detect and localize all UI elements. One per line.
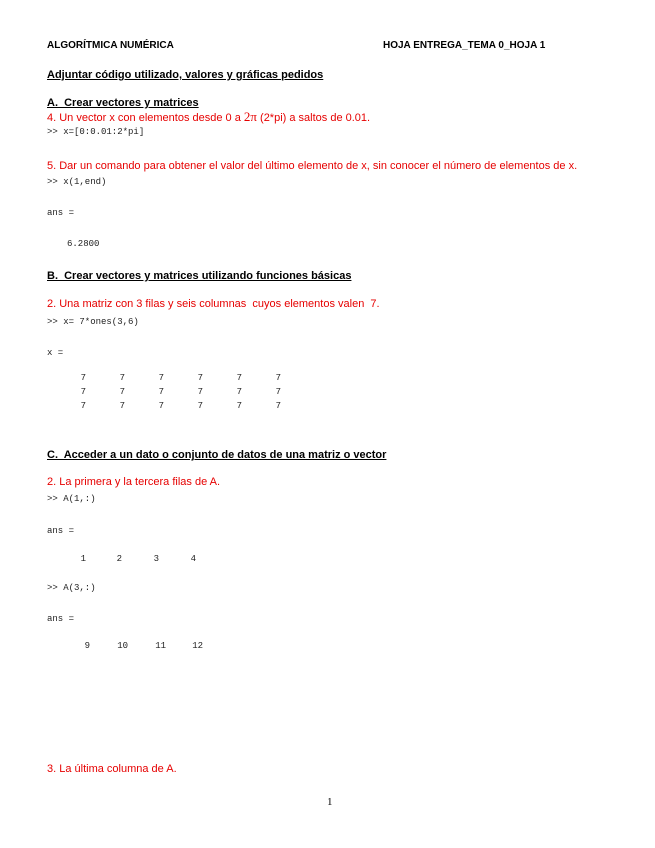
matrix-cell: 7 — [236, 401, 242, 411]
section-b-title: B. Crear vectores y matrices utilizando funciones básicas — [47, 270, 352, 282]
row-value: 4 — [190, 554, 196, 564]
matrix-cell: 7 — [236, 387, 242, 397]
matrix-cell: 7 — [119, 373, 125, 383]
code-c2-third: >> A(3,:) — [47, 583, 96, 593]
question-a4 — [47, 109, 370, 125]
row-value: 3 — [153, 554, 159, 564]
row-value: 12 — [192, 641, 203, 651]
ans-value-a5: 6.2800 — [67, 239, 100, 249]
pi-symbol: 2π — [243, 109, 257, 124]
matrix-cell: 7 — [197, 373, 203, 383]
section-a-title: A. Crear vectores y matrices — [47, 97, 199, 109]
page-number: 1 — [327, 796, 333, 808]
header-left: ALGORÍTMICA NUMÉRICA — [47, 40, 174, 51]
code-b2: >> x= 7*ones(3,6) — [47, 317, 139, 327]
matrix-cell: 7 — [158, 387, 164, 397]
matrix-cell: 7 — [236, 373, 242, 383]
question-a5: 5. Dar un comando para obtener el valor del último elemento de x, sin conocer el número de elementos de x. — [47, 160, 578, 172]
ans-label-a5: ans = — [47, 208, 75, 218]
section-c-title: C. Acceder a un dato o conjunto de datos de una matriz o vector — [47, 449, 387, 461]
question-c3: 3. La última columna de A. — [47, 763, 177, 775]
row-value: 9 — [84, 641, 90, 651]
question-b2: 2. Una matriz con 3 filas y seis columnas cuyos elementos valen 7. — [47, 298, 380, 310]
output-label-b2: x = — [47, 348, 64, 358]
matrix-cell: 7 — [80, 401, 86, 411]
matrix-cell: 7 — [80, 387, 86, 397]
row-value: 2 — [116, 554, 122, 564]
row-value: 1 — [80, 554, 86, 564]
row-value: 11 — [155, 641, 166, 651]
question-a4-before: 4. Un vector x con elementos desde 0 a — [47, 112, 244, 124]
row-value: 10 — [117, 641, 128, 651]
matrix-cell: 7 — [275, 401, 281, 411]
code-c2-first: >> A(1,:) — [47, 494, 96, 504]
code-a5: >> x(1,end) — [47, 177, 107, 187]
matrix-cell: 7 — [119, 387, 125, 397]
intro-heading: Adjuntar código utilizado, valores y gráficas pedidos — [47, 69, 324, 81]
matrix-cell: 7 — [158, 401, 164, 411]
matrix-cell: 7 — [119, 401, 125, 411]
matrix-cell: 7 — [80, 373, 86, 383]
matrix-cell: 7 — [275, 373, 281, 383]
question-a4-after: (2*pi) a saltos de 0.01. — [256, 112, 371, 124]
matrix-cell: 7 — [158, 373, 164, 383]
ans-label-c2-third: ans = — [47, 614, 75, 624]
question-c2: 2. La primera y la tercera filas de A. — [47, 476, 221, 488]
matrix-cell: 7 — [197, 401, 203, 411]
ans-label-c2-first: ans = — [47, 526, 75, 536]
matrix-cell: 7 — [197, 387, 203, 397]
code-a4: >> x=[0:0.01:2*pi] — [47, 127, 145, 137]
header-right: HOJA ENTREGA_TEMA 0_HOJA 1 — [383, 40, 546, 51]
matrix-cell: 7 — [275, 387, 281, 397]
